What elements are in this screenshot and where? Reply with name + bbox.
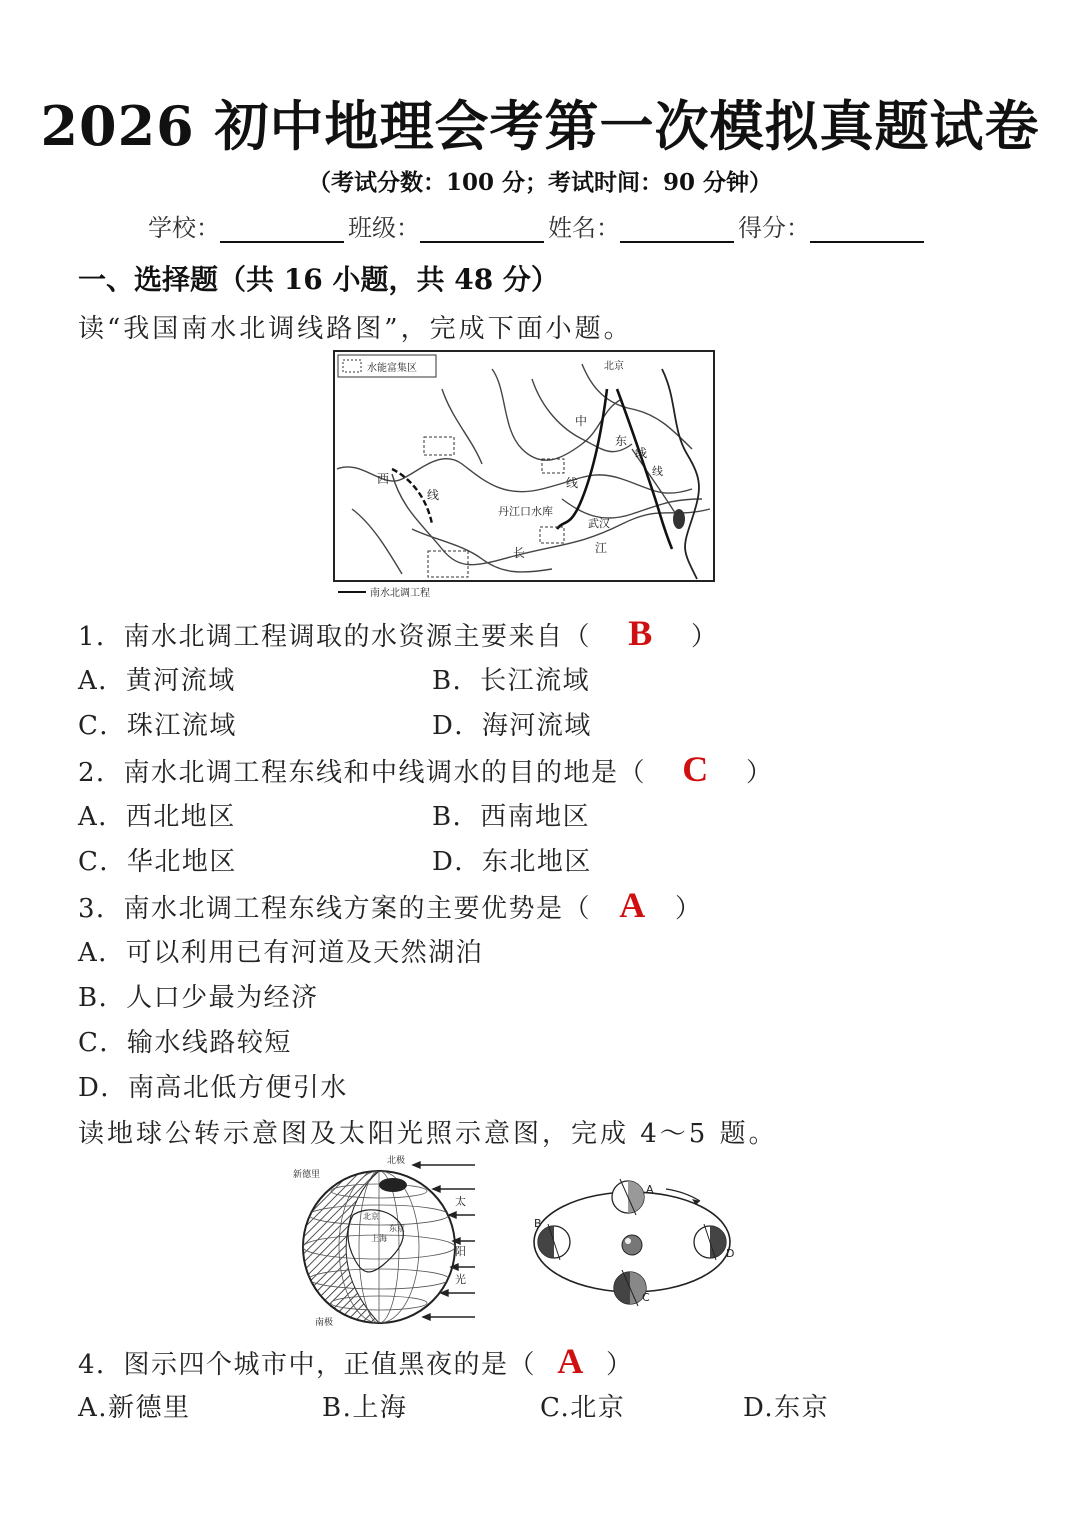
south-north-water-diversion-map: [332, 349, 716, 601]
map-label-xi: 西: [377, 472, 390, 486]
map-label-xian-middle: 线: [566, 476, 579, 490]
sun-icon: [622, 1235, 642, 1255]
map-label-beijing: 北京: [604, 361, 624, 372]
map-label-zhong: 中: [575, 414, 588, 428]
question-3-close: ）: [675, 894, 703, 924]
school-field[interactable]: [220, 217, 344, 243]
name-label: 姓名：: [548, 214, 620, 242]
legend-top-label: 水能富集区: [367, 363, 417, 374]
map-label-chang: 长: [513, 546, 526, 560]
globe-label-sun-1: 太: [455, 1195, 466, 1208]
q4-option-a[interactable]: A.新德里: [78, 1393, 191, 1423]
q4-option-b[interactable]: B.上海: [322, 1393, 408, 1423]
student-info-row: [148, 208, 928, 243]
earth-position-d: [694, 1224, 726, 1260]
question-1-close: ）: [691, 622, 719, 652]
orbit-label-d: D: [726, 1247, 735, 1260]
intro-earth: 读地球公转示意图及太阳光照示意图，完成 4～5 题。: [78, 1119, 778, 1149]
legend-bottom-label: 南水北调工程: [370, 588, 430, 599]
question-3-stem: [78, 884, 703, 926]
q3-option-c[interactable]: C．输水线路较短: [78, 1028, 292, 1058]
earth-orbit-figure: [530, 1165, 752, 1315]
exam-subtitle: （考试分数：100 分；考试时间：90 分钟）: [307, 169, 773, 196]
orbit-label-a: A: [646, 1183, 654, 1196]
map-label-jiang: 江: [595, 541, 608, 555]
question-2-text: 2．南水北调工程东线和中线调水的目的地是（: [78, 758, 647, 788]
globe-label-shanghai: 上海: [371, 1234, 387, 1243]
class-field[interactable]: [420, 217, 544, 243]
map-label-xian-east: 线: [635, 446, 648, 460]
lake-icon: [673, 509, 685, 529]
question-1-answer: B: [628, 613, 654, 653]
orbit-label-c: C: [642, 1291, 650, 1304]
q2-option-c[interactable]: C．华北地区: [78, 847, 237, 877]
score-label: 得分：: [738, 214, 810, 242]
question-1-text: 1．南水北调工程调取的水资源主要来自（: [78, 622, 592, 652]
globe-label-south-pole: 南极: [315, 1318, 334, 1327]
q4-option-c[interactable]: C.北京: [540, 1393, 626, 1423]
q1-option-b[interactable]: B．长江流域: [432, 666, 591, 696]
map-label-dong: 东: [615, 434, 628, 448]
q2-option-d[interactable]: D．东北地区: [432, 847, 592, 877]
question-4-answer: A: [557, 1341, 585, 1381]
question-2-stem: [78, 748, 774, 790]
map-label-xian-east2: 线: [652, 465, 663, 478]
q1-option-c[interactable]: C．珠江流域: [78, 711, 237, 741]
globe-label-north-pole: 北极: [387, 1156, 406, 1166]
arctic-shade: [379, 1178, 407, 1192]
class-label: 班级：: [348, 214, 420, 242]
earth-position-a: [612, 1179, 644, 1215]
globe-label-sun-3: 光: [455, 1273, 466, 1286]
question-4-stem: [78, 1340, 634, 1382]
q1-option-a[interactable]: A．黄河流域: [78, 666, 236, 696]
school-label: 学校：: [148, 214, 220, 242]
section-title: 一、选择题（共 16 小题，共 48 分）: [78, 263, 559, 296]
q3-option-b[interactable]: B．人口少最为经济: [78, 983, 319, 1013]
question-4-close: ）: [606, 1350, 634, 1380]
question-3-text: 3．南水北调工程东线方案的主要优势是（: [78, 894, 592, 924]
q1-option-d[interactable]: D．海河流域: [432, 711, 592, 741]
orbit-label-b: B: [534, 1217, 542, 1230]
question-2-answer: C: [682, 749, 710, 789]
q2-option-b[interactable]: B．西南地区: [432, 802, 591, 832]
earth-position-b: [538, 1224, 570, 1260]
globe-label-new-delhi: 新德里: [293, 1170, 321, 1180]
intro-map: 读“我国南水北调线路图”，完成下面小题。: [78, 314, 633, 344]
map-label-xian-west: 线: [427, 488, 440, 502]
page-title: 2026 初中地理会考第一次模拟真题试卷: [40, 94, 1040, 158]
globe-label-beijing: 北京: [363, 1212, 379, 1221]
q3-option-d[interactable]: D．南高北低方便引水: [78, 1073, 348, 1103]
map-label-danjiangkou: 丹江口水库: [498, 505, 553, 518]
question-2-close: ）: [746, 758, 774, 788]
q2-option-a[interactable]: A．西北地区: [78, 802, 236, 832]
globe-label-sun-2: 阳: [455, 1245, 466, 1258]
question-3-answer: A: [619, 885, 647, 925]
question-4-text: 4．图示四个城市中，正值黑夜的是（: [78, 1350, 537, 1380]
q3-option-a[interactable]: A．可以利用已有河道及天然湖泊: [78, 938, 484, 968]
q4-option-d[interactable]: D.东京: [743, 1393, 830, 1423]
name-field[interactable]: [620, 217, 734, 243]
sunlight-globe-figure: [283, 1155, 483, 1327]
globe-label-tokyo: 东京: [389, 1224, 405, 1233]
score-field[interactable]: [810, 217, 924, 243]
map-label-wuhan: 武汉: [588, 517, 610, 530]
question-1-stem: [78, 612, 719, 654]
